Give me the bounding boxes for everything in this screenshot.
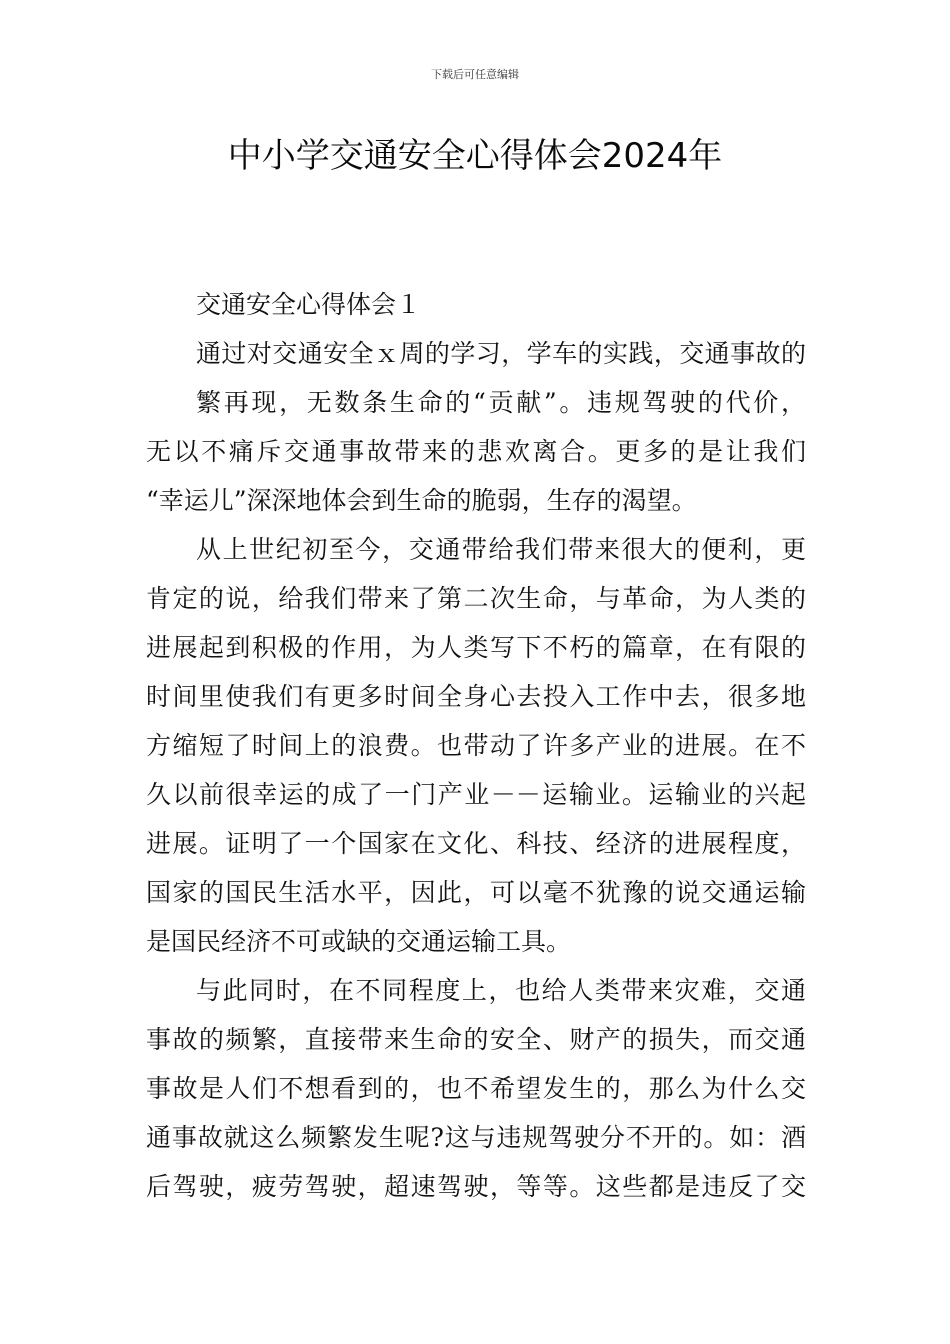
body-line: 方缩短了时间上的浪费。也带动了许多产业的进展。在不 xyxy=(146,731,806,760)
body-line: 进展。证明了一个国家在文化、科技、经济的进展程度， xyxy=(146,829,806,858)
body-line: 国家的国民生活水平，因此，可以毫不犹豫的说交通运输 xyxy=(146,878,806,907)
body-line: 是国民经济不可或缺的交通运输工具。 xyxy=(146,927,572,956)
body-line: 通事故就这么频繁发生呢?这与违规驾驶分不开的。如：酒 xyxy=(146,1123,806,1152)
body-line: 通过对交通安全ｘ周的学习，学车的实践，交通事故的 xyxy=(196,339,806,368)
body-line: 事故的频繁，直接带来生命的安全、财产的损失，而交通 xyxy=(146,1025,806,1054)
body-line: 从上世纪初至今，交通带给我们带来很大的便利，更 xyxy=(196,535,806,564)
body-line: 后驾驶，疲劳驾驶，超速驾驶，等等。这些都是违反了交 xyxy=(146,1172,806,1201)
document-body xyxy=(146,280,806,1211)
body-line: 进展起到积极的作用，为人类写下不朽的篇章，在有限的 xyxy=(146,633,806,662)
body-line: 无以不痛斥交通事故带来的悲欢离合。更多的是让我们 xyxy=(146,437,806,466)
body-line: “幸运儿”深深地体会到生命的脆弱，生存的渴望。 xyxy=(146,486,697,515)
body-line: 时间里使我们有更多时间全身心去投入工作中去，很多地 xyxy=(146,682,806,711)
body-line: 事故是人们不想看到的，也不希望发生的，那么为什么交 xyxy=(146,1074,806,1103)
body-line: 与此同时，在不同程度上，也给人类带来灾难，交通 xyxy=(196,976,806,1005)
body-line: 繁再现，无数条生命的“贡献”。违规驾驶的代价， xyxy=(196,388,806,417)
body-line: 久以前很幸运的成了一门产业－－运输业。运输业的兴起 xyxy=(146,780,806,809)
body-line: 交通安全心得体会１ xyxy=(196,290,422,319)
body-line: 肯定的说，给我们带来了第二次生命，与革命，为人类的 xyxy=(146,584,806,613)
document-title: 中小学交通安全心得体会2024年 xyxy=(227,136,723,176)
header-note: 下载后可任意编辑 xyxy=(431,68,519,81)
